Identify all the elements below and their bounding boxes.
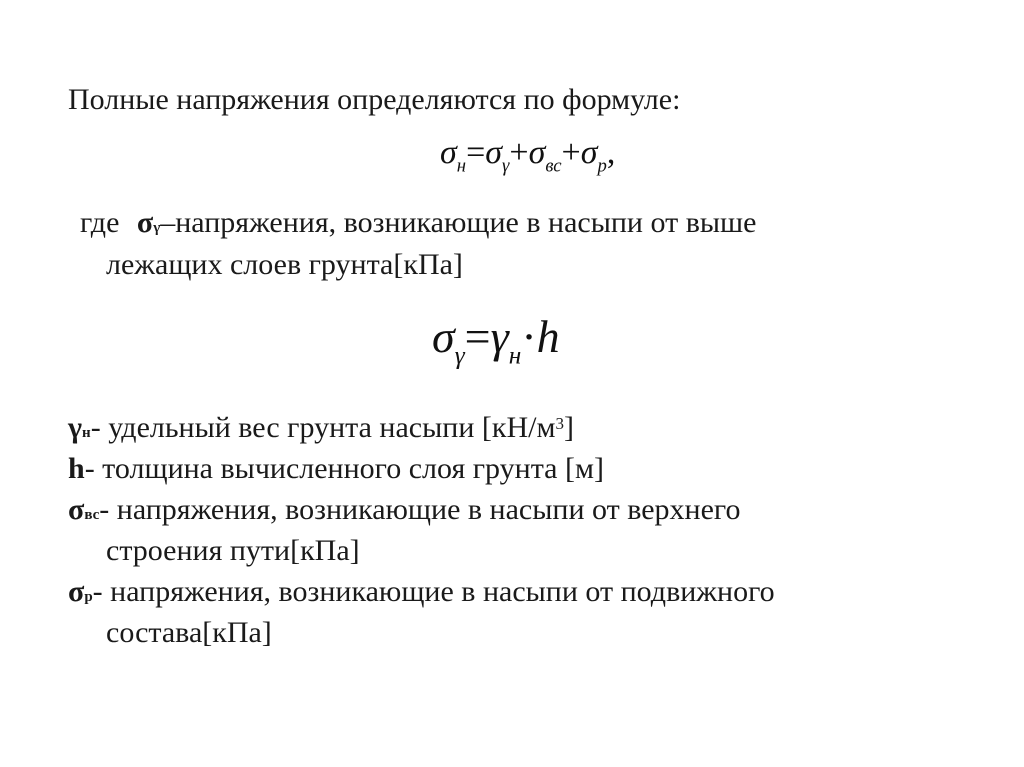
def-sigma-gamma-text: –напряжения, возникающие в насыпи от выше	[160, 206, 757, 239]
sub-h: н	[456, 155, 467, 177]
gamma-n-symbol: γ	[68, 411, 83, 444]
sigma-p-text: - напряжения, возникающие в насыпи от подвижного	[92, 575, 775, 608]
dot-operator: ·	[521, 311, 537, 362]
h-text: - толщина вычисленного слоя грунта [м]	[84, 452, 604, 485]
bracket-close: ]	[563, 411, 574, 444]
equals-sign: =	[466, 134, 486, 171]
def-gamma-n	[68, 410, 574, 451]
def-sigma-gamma-line1	[80, 205, 756, 246]
sigma-symbol: σ	[485, 134, 503, 171]
def-sigma-vs-line1	[68, 492, 740, 533]
sub-n: н	[508, 341, 522, 370]
intro-text: Полные напряжения определяются по формуле:	[68, 83, 681, 116]
def-sigma-p-line1	[68, 574, 775, 615]
sigma-vs-sub: вс	[84, 507, 100, 523]
sigma-symbol: σ	[432, 311, 455, 362]
sub-gamma: γ	[454, 341, 465, 370]
def-sigma-vs-line2: строения пути[кПа]	[106, 534, 360, 567]
gamma-symbol: γ	[490, 311, 509, 362]
def-h	[68, 451, 604, 487]
plus-sign: +	[509, 134, 529, 171]
power-3: 3	[555, 414, 564, 433]
sigma-gamma-sub: γ	[153, 220, 161, 236]
sigma-vs-text: - напряжения, возникающие в насыпи от верхнего	[99, 493, 741, 526]
equals-sign: =	[464, 311, 491, 362]
sub-p: р	[597, 155, 607, 177]
def-sigma-p-line2: состава[кПа]	[106, 616, 272, 649]
sub-vs: вс	[545, 155, 562, 177]
formula-sigma-gamma	[432, 310, 560, 370]
gamma-n-text: - удельный вес грунта насыпи [кН/м	[90, 411, 556, 444]
sigma-p-symbol: σ	[68, 575, 85, 608]
where-word: где	[80, 206, 120, 239]
sigma-symbol: σ	[528, 134, 546, 171]
comma: ,	[606, 134, 616, 171]
plus-sign: +	[561, 134, 581, 171]
sigma-symbol: σ	[440, 134, 457, 171]
h-symbol: h	[536, 311, 560, 362]
sigma-symbol: σ	[580, 134, 598, 171]
h-symbol-bold: h	[68, 452, 85, 485]
gamma-n-sub: н	[82, 425, 91, 441]
def-sigma-gamma-line2: лежащих слоев грунта[кПа]	[106, 248, 463, 281]
sub-gamma: γ	[502, 155, 510, 177]
sigma-gamma-symbol: σ	[136, 206, 154, 239]
formula-total-stress	[440, 134, 615, 177]
sigma-vs-symbol: σ	[68, 493, 85, 526]
sigma-p-sub: р	[84, 589, 93, 605]
